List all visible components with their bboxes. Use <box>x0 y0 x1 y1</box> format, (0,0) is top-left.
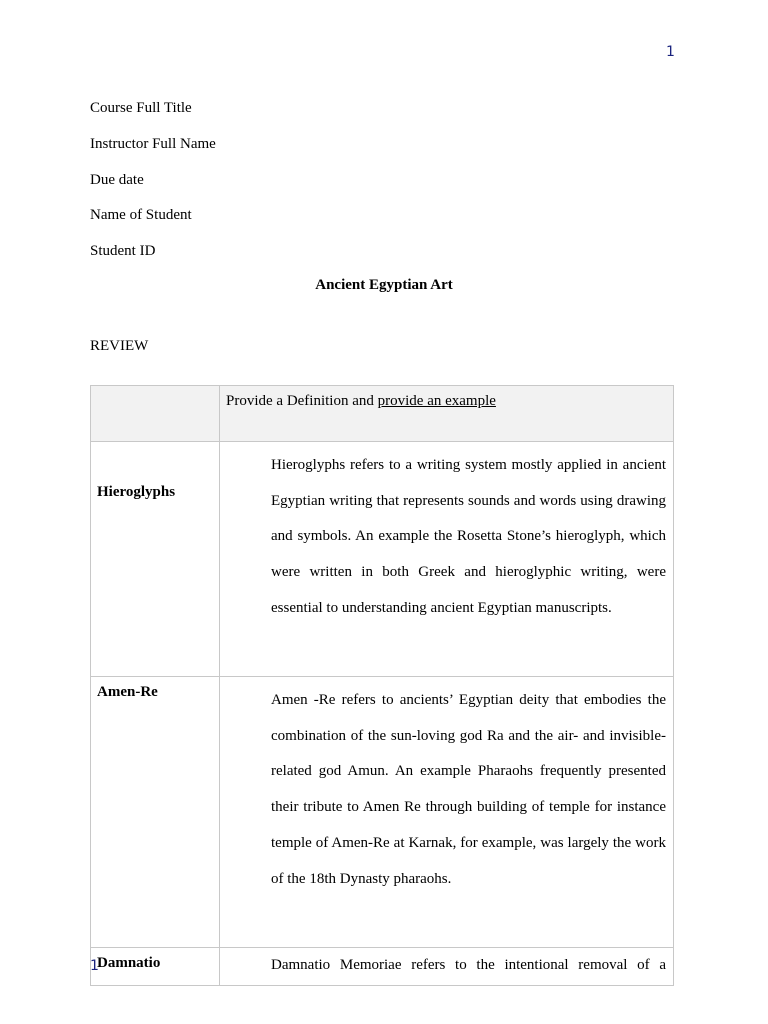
term-label: Hieroglyphs <box>97 484 176 500</box>
section-heading: REVIEW <box>90 338 149 354</box>
term-label: Amen-Re <box>97 684 158 700</box>
table-row <box>91 948 674 986</box>
review-table <box>90 385 674 986</box>
student-header <box>90 98 216 277</box>
term-cell <box>91 948 220 986</box>
header-cell <box>220 386 674 442</box>
page-number-bottom: 1 <box>90 958 99 974</box>
definition-cell <box>220 948 674 986</box>
header-underlined-text: provide an example <box>377 393 496 409</box>
header-text: Provide a Definition and <box>226 393 378 409</box>
table-row <box>91 677 674 948</box>
term-cell <box>91 442 220 677</box>
student-id: Student ID <box>90 243 156 260</box>
page-number-top: 1 <box>666 44 675 60</box>
table-header-row <box>91 386 674 442</box>
term-cell <box>91 677 220 948</box>
term-label: Damnatio <box>97 955 161 971</box>
course-title: Course Full Title <box>90 100 192 116</box>
definition-text: Hieroglyphs refers to a writing system mostly applied in ancient Egyptian writing that represents sounds and words using drawing and symbols. An example the Rosetta Stone’s hieroglyph, which were written in both Greek and hieroglyphic writing, were essential to understanding ancient Egyptian manuscripts. <box>271 457 666 616</box>
document-title: Ancient Egyptian Art <box>315 277 453 293</box>
definition-text: Amen -Re refers to ancients’ Egyptian deity that embodies the combination of the sun-loving god Ra and the air- and invisible-related god Amun. An example Pharaohs frequently presented their tribute to Amen Re through building of temple for instance temple of Amen-Re at Karnak, for example, was largely the work of the 18th Dynasty pharaohs. <box>271 692 666 887</box>
definition-text: Damnatio Memoriae refers to the intentional removal of a <box>271 957 666 973</box>
student-name: Name of Student <box>90 207 192 224</box>
definition-cell <box>220 442 674 677</box>
header-empty-cell <box>91 386 220 442</box>
definition-cell <box>220 677 674 948</box>
instructor-name: Instructor Full Name <box>90 135 216 152</box>
table-row <box>91 442 674 677</box>
due-date: Due date <box>90 171 144 188</box>
